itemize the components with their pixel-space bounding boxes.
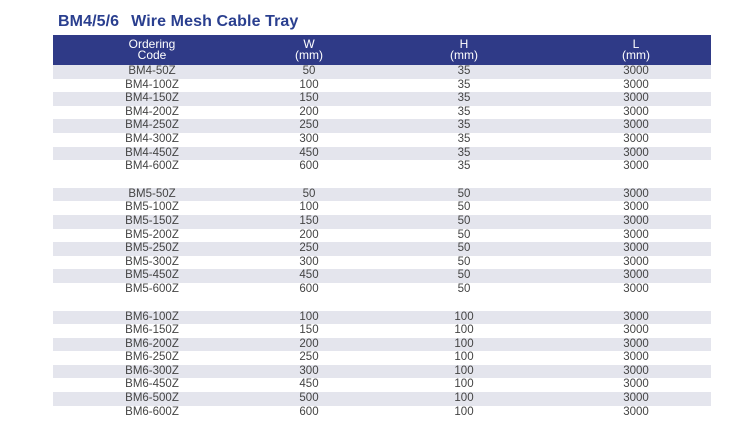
page-title bbox=[58, 13, 298, 31]
product-code: BM4/5/6 bbox=[58, 13, 120, 30]
header-unit: (mm) bbox=[450, 48, 478, 62]
table-row bbox=[53, 147, 711, 161]
cell-length: 3000 bbox=[623, 242, 649, 255]
cell-width: 50 bbox=[302, 65, 316, 77]
header-unit: (mm) bbox=[622, 48, 650, 62]
cell-width: 150 bbox=[299, 214, 319, 227]
cell-width: 450 bbox=[299, 378, 319, 391]
header-unit: Code bbox=[137, 48, 167, 62]
table-row bbox=[53, 324, 711, 338]
cell-width: 200 bbox=[299, 105, 319, 118]
cell-length: 3000 bbox=[623, 269, 649, 282]
table-row bbox=[53, 392, 711, 406]
cell-ordering-code: BM4-100Z bbox=[125, 78, 179, 91]
group-spacer bbox=[53, 297, 711, 311]
cell-ordering-code: BM6-600Z bbox=[125, 405, 179, 418]
cell-width: 250 bbox=[299, 242, 319, 255]
table-row bbox=[53, 378, 711, 392]
table-row bbox=[53, 256, 711, 270]
cell-length: 3000 bbox=[623, 119, 649, 132]
cell-length: 3000 bbox=[623, 132, 649, 145]
cell-ordering-code: BM6-500Z bbox=[125, 392, 179, 405]
table-row bbox=[53, 242, 711, 256]
header-label: W bbox=[303, 37, 315, 51]
cell-ordering-code: BM5-250Z bbox=[125, 242, 179, 255]
cell-width: 250 bbox=[299, 119, 319, 132]
table-row bbox=[53, 351, 711, 365]
header-width bbox=[251, 39, 367, 61]
cell-length: 3000 bbox=[623, 378, 649, 391]
cell-ordering-code: BM5-600Z bbox=[125, 282, 179, 295]
table-row bbox=[53, 283, 711, 297]
cell-height: 35 bbox=[457, 65, 471, 77]
cell-ordering-code: BM5-50Z bbox=[128, 187, 176, 200]
cell-height: 35 bbox=[457, 92, 471, 105]
cell-ordering-code: BM5-450Z bbox=[125, 269, 179, 282]
table-row bbox=[53, 406, 711, 420]
cell-width: 450 bbox=[299, 146, 319, 159]
header-unit: (mm) bbox=[295, 48, 323, 62]
cell-width: 500 bbox=[299, 392, 319, 405]
cell-height: 100 bbox=[454, 392, 474, 405]
cell-ordering-code: BM4-600Z bbox=[125, 160, 179, 173]
cell-height: 100 bbox=[454, 378, 474, 391]
cell-ordering-code: BM4-50Z bbox=[128, 65, 176, 77]
cell-width: 50 bbox=[302, 187, 316, 200]
cell-height: 35 bbox=[457, 146, 471, 159]
cell-height: 100 bbox=[454, 351, 474, 364]
cell-ordering-code: BM6-150Z bbox=[125, 324, 179, 337]
cell-height: 35 bbox=[457, 132, 471, 145]
cell-height: 35 bbox=[457, 78, 471, 91]
cell-height: 50 bbox=[457, 201, 471, 214]
cell-width: 100 bbox=[299, 201, 319, 214]
cell-ordering-code: BM5-200Z bbox=[125, 228, 179, 241]
cell-ordering-code: BM6-200Z bbox=[125, 337, 179, 350]
cell-width: 250 bbox=[299, 351, 319, 364]
cell-width: 600 bbox=[299, 282, 319, 295]
cell-height: 50 bbox=[457, 214, 471, 227]
cell-length: 3000 bbox=[623, 78, 649, 91]
table-row bbox=[53, 160, 711, 174]
cell-width: 600 bbox=[299, 160, 319, 173]
header-label: Ordering bbox=[128, 37, 176, 51]
cell-ordering-code: BM4-250Z bbox=[125, 119, 179, 132]
table-row bbox=[53, 338, 711, 352]
cell-length: 3000 bbox=[623, 324, 649, 337]
cell-height: 50 bbox=[457, 269, 471, 282]
header-ordering-code bbox=[53, 39, 251, 61]
table-row bbox=[53, 133, 711, 147]
table-row bbox=[53, 229, 711, 243]
spec-table bbox=[53, 35, 711, 419]
cell-width: 100 bbox=[299, 310, 319, 323]
cell-length: 3000 bbox=[623, 364, 649, 377]
cell-ordering-code: BM6-250Z bbox=[125, 351, 179, 364]
cell-length: 3000 bbox=[623, 92, 649, 105]
cell-height: 100 bbox=[454, 324, 474, 337]
cell-height: 35 bbox=[457, 160, 471, 173]
table-row bbox=[53, 215, 711, 229]
cell-width: 300 bbox=[299, 364, 319, 377]
cell-ordering-code: BM6-100Z bbox=[125, 310, 179, 323]
table-row bbox=[53, 188, 711, 202]
table-row bbox=[53, 201, 711, 215]
cell-ordering-code: BM4-200Z bbox=[125, 105, 179, 118]
product-group bbox=[53, 311, 711, 420]
cell-length: 3000 bbox=[623, 187, 649, 200]
table-header bbox=[53, 35, 711, 65]
header-height bbox=[367, 39, 561, 61]
table-row bbox=[53, 106, 711, 120]
cell-height: 50 bbox=[457, 228, 471, 241]
cell-width: 150 bbox=[299, 92, 319, 105]
group-spacer bbox=[53, 174, 711, 188]
cell-height: 35 bbox=[457, 105, 471, 118]
cell-length: 3000 bbox=[623, 65, 649, 77]
cell-height: 100 bbox=[454, 364, 474, 377]
table-row bbox=[53, 79, 711, 93]
cell-height: 100 bbox=[454, 310, 474, 323]
header-label: L bbox=[632, 37, 640, 51]
product-group bbox=[53, 65, 711, 174]
cell-length: 3000 bbox=[623, 105, 649, 118]
cell-length: 3000 bbox=[623, 146, 649, 159]
header-length bbox=[561, 39, 711, 61]
cell-length: 3000 bbox=[623, 405, 649, 418]
cell-ordering-code: BM4-300Z bbox=[125, 132, 179, 145]
table-row bbox=[53, 119, 711, 133]
product-name: Wire Mesh Cable Tray bbox=[131, 13, 299, 30]
cell-width: 200 bbox=[299, 337, 319, 350]
cell-length: 3000 bbox=[623, 255, 649, 268]
cell-width: 150 bbox=[299, 324, 319, 337]
cell-length: 3000 bbox=[623, 337, 649, 350]
cell-width: 300 bbox=[299, 132, 319, 145]
product-group bbox=[53, 188, 711, 297]
table-body bbox=[53, 65, 711, 419]
cell-width: 450 bbox=[299, 269, 319, 282]
table-row bbox=[53, 311, 711, 325]
cell-ordering-code: BM4-150Z bbox=[125, 92, 179, 105]
cell-ordering-code: BM4-450Z bbox=[125, 146, 179, 159]
header-label: H bbox=[459, 37, 469, 51]
cell-ordering-code: BM5-150Z bbox=[125, 214, 179, 227]
table-row bbox=[53, 65, 711, 79]
table-row bbox=[53, 269, 711, 283]
cell-height: 50 bbox=[457, 282, 471, 295]
cell-length: 3000 bbox=[623, 214, 649, 227]
cell-ordering-code: BM5-100Z bbox=[125, 201, 179, 214]
cell-length: 3000 bbox=[623, 282, 649, 295]
cell-ordering-code: BM6-300Z bbox=[125, 364, 179, 377]
cell-length: 3000 bbox=[623, 351, 649, 364]
table-row bbox=[53, 92, 711, 106]
cell-height: 50 bbox=[457, 255, 471, 268]
cell-width: 200 bbox=[299, 228, 319, 241]
cell-ordering-code: BM6-450Z bbox=[125, 378, 179, 391]
cell-length: 3000 bbox=[623, 392, 649, 405]
cell-length: 3000 bbox=[623, 160, 649, 173]
cell-height: 100 bbox=[454, 405, 474, 418]
cell-length: 3000 bbox=[623, 201, 649, 214]
cell-height: 100 bbox=[454, 337, 474, 350]
table-row bbox=[53, 365, 711, 379]
cell-height: 50 bbox=[457, 242, 471, 255]
cell-height: 35 bbox=[457, 119, 471, 132]
cell-width: 300 bbox=[299, 255, 319, 268]
cell-width: 100 bbox=[299, 78, 319, 91]
cell-height: 50 bbox=[457, 187, 471, 200]
cell-length: 3000 bbox=[623, 228, 649, 241]
cell-ordering-code: BM5-300Z bbox=[125, 255, 179, 268]
cell-length: 3000 bbox=[623, 310, 649, 323]
cell-width: 600 bbox=[299, 405, 319, 418]
